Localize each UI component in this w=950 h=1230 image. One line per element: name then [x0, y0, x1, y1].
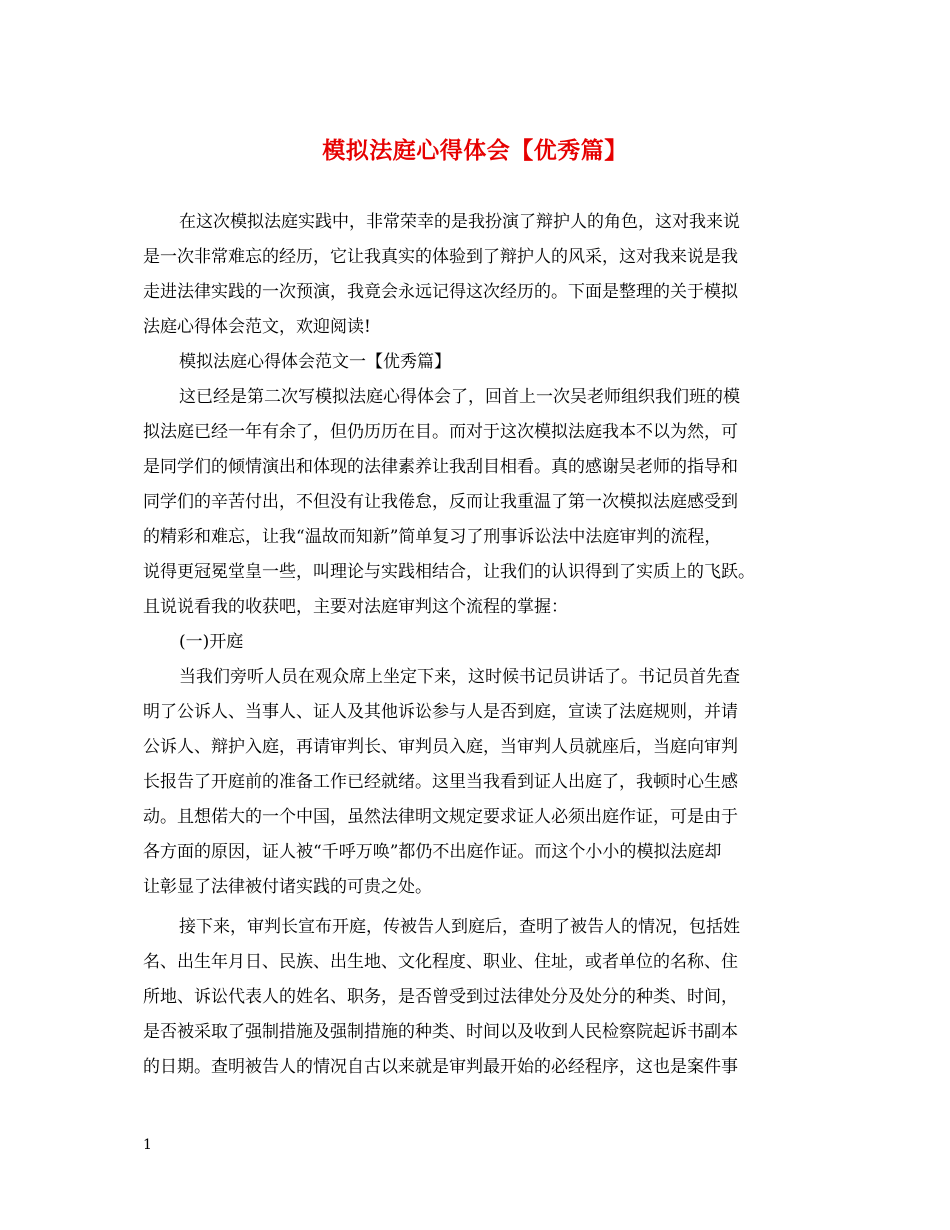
- paragraph-line: 同学们的辛苦付出，不但没有让我倦怠，反而让我重温了第一次模拟法庭感受到: [143, 492, 738, 512]
- paragraph-line: 的日期。查明被告人的情况自古以来就是审判最开始的必经程序，这也是案件事: [143, 1057, 738, 1077]
- paragraph-line: 明了公诉人、当事人、证人及其他诉讼参与人是否到庭，宣读了法庭规则，并请: [143, 702, 738, 722]
- paragraph-line: 名、出生年月日、民族、出生地、文化程度、职业、住址，或者单位的名称、住: [143, 952, 738, 972]
- paragraph-line: 各方面的原因，证人被“千呼万唤”都仍不出庭作证。而这个小小的模拟法庭却: [143, 842, 722, 862]
- paragraph-line: 且说说看我的收获吧，主要对法庭审判这个流程的掌握：: [143, 597, 568, 617]
- paragraph-line: 走进法律实践的一次预演，我竟会永远记得这次经历的。下面是整理的关于模拟: [143, 282, 738, 302]
- paragraph-line: 动。且想偌大的一个中国，虽然法律明文规定要求证人必须出庭作证，可是由于: [143, 807, 738, 827]
- paragraph-line: 在这次模拟法庭实践中，非常荣幸的是我扮演了辩护人的角色，这对我来说: [179, 212, 740, 232]
- paragraph-line: 拟法庭已经一年有余了，但仍历历在目。而对于这次模拟法庭我本不以为然，可: [143, 422, 738, 442]
- paragraph-line: 说得更冠冕堂皇一些，叫理论与实践相结合，让我们的认识得到了实质上的飞跃。: [143, 562, 755, 582]
- paragraph-line: 公诉人、辩护入庭，再请审判长、审判员入庭，当审判人员就座后，当庭向审判: [143, 737, 738, 757]
- paragraph-line: 的精彩和难忘，让我“温故而知新”简单复习了刑事诉讼法中法庭审判的流程，: [143, 527, 722, 547]
- paragraph-line: 是否被采取了强制措施及强制措施的种类、时间以及收到人民检察院起诉书副本: [143, 1022, 738, 1042]
- paragraph-line: 接下来，审判长宣布开庭，传被告人到庭后，查明了被告人的情况，包括姓: [179, 917, 740, 937]
- section-heading: 模拟法庭心得体会范文一【优秀篇】: [179, 352, 451, 372]
- paragraph-line: 当我们旁听人员在观众席上坐定下来，这时候书记员讲话了。书记员首先查: [179, 667, 740, 687]
- paragraph-line: 所地、诉讼代表人的姓名、职务，是否曾受到过法律处分及处分的种类、时间，: [143, 987, 738, 1007]
- document-title: 模拟法庭心得体会【优秀篇】: [322, 137, 628, 164]
- paragraph-line: 是同学们的倾情演出和体现的法律素养让我刮目相看。真的感谢吴老师的指导和: [143, 457, 738, 477]
- subsection-heading: (一)开庭: [179, 632, 244, 652]
- paragraph-line: 让彰显了法律被付诸实践的可贵之处。: [143, 877, 432, 897]
- paragraph-line: 这已经是第二次写模拟法庭心得体会了，回首上一次吴老师组织我们班的模: [179, 387, 740, 407]
- paragraph-line: 长报告了开庭前的准备工作已经就绪。这里当我看到证人出庭了，我顿时心生感: [143, 772, 738, 792]
- page-number: 1: [143, 1137, 152, 1153]
- paragraph-line: 是一次非常难忘的经历，它让我真实的体验到了辩护人的风采，这对我来说是我: [143, 247, 738, 267]
- paragraph-line: 法庭心得体会范文，欢迎阅读!: [143, 317, 371, 337]
- document-body: [143, 205, 813, 1085]
